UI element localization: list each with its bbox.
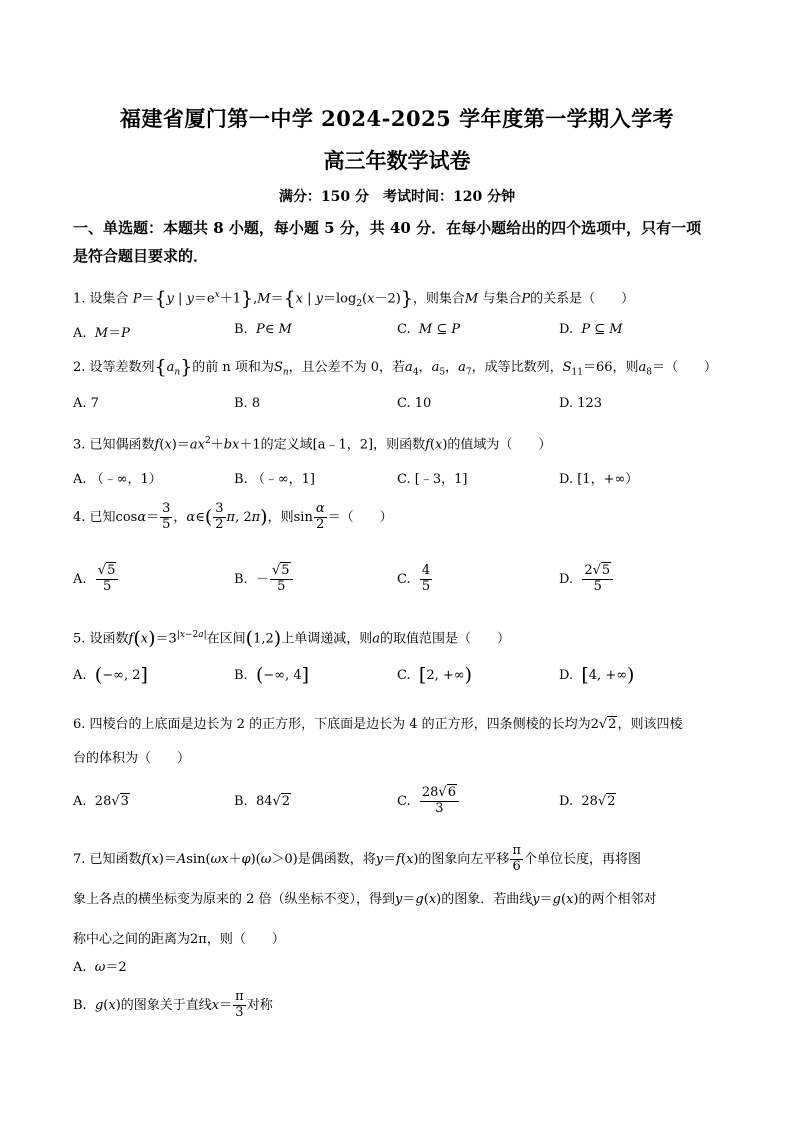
option-b[interactable]: B. (−∞, 4] <box>234 664 310 686</box>
question-2: 2. 设等差数列$\{a_n\}$的前 n 项和为$S_n$，且公差不为 0，若$a_4$，$a_5$，$a_7$，成等比数列，$S_{11}=66$，则$a_8=$（ ） <box>73 356 718 378</box>
question-6: 6. 四棱台的上底面是边长为 2 的正方形，下底面是边长为 4 的正方形，四条侧棱的长均为2√2，则该四棱 台的体积为（ ） <box>73 717 683 766</box>
option-d[interactable]: D. 123 <box>559 396 603 411</box>
question-5-options <box>73 664 733 688</box>
option-c[interactable]: C. $\frac{4}{5}$ <box>397 563 431 594</box>
option-b[interactable]: B. 84√2 <box>234 794 291 809</box>
option-a[interactable]: A. 7 <box>73 396 99 411</box>
option-a[interactable]: A. 28√3 <box>73 794 129 809</box>
option-b[interactable]: B. P∈ M <box>234 322 292 337</box>
option-b[interactable]: B. － $\frac{√5}{5}$ <box>234 564 294 595</box>
option-d[interactable]: D. $\frac{2√5}{5}$ <box>559 564 614 595</box>
option-c[interactable]: C. [﹣3，1] <box>397 472 468 487</box>
question-4-options <box>73 564 733 606</box>
option-b[interactable]: B. 8 <box>234 396 261 411</box>
option-d[interactable]: D. [4, +∞) <box>559 664 635 686</box>
option-d[interactable]: D. P ⊆ M <box>559 322 623 337</box>
question-1: 1. 设集合 P＝{y | $y=e^x+1\},M=\{x$ | $y=\log_2(x-2)$}，则集合M 与集合P的关系是（ ） <box>73 287 635 310</box>
option-a[interactable]: A. （﹣∞，1） <box>73 472 162 487</box>
question-3: 3. 已知偶函数$f(x)=ax^2+bx+1$的定义域[a﹣1，2]，则函数f(x)的值域为（ ） <box>73 436 552 453</box>
exam-subtitle: 高三年数学试卷 <box>323 148 471 173</box>
option-c[interactable]: C. [2, +∞) <box>397 664 472 686</box>
option-d[interactable]: D. 28√2 <box>559 794 616 809</box>
option-c[interactable]: C. M ⊆ P <box>397 322 461 337</box>
exam-title: 福建省厦门第一中学 2024-2025 学年度第一学期入学考 <box>119 106 675 131</box>
option-b[interactable]: B. （﹣∞，1] <box>234 472 315 487</box>
option-d[interactable]: D. [1，+∞） <box>559 472 639 487</box>
option-a[interactable]: A. $\frac{√5}{5}$ <box>73 564 119 595</box>
option-a[interactable]: A. (−∞, 2] <box>73 664 148 686</box>
section-heading: 一、单选题：本题共 8 小题，每小题 5 分，共 40 分．在每小题给出的四个选项中，只有一项 是符合题目要求的． <box>73 219 702 265</box>
option-a[interactable]: A. M＝P <box>73 326 130 341</box>
question-7: 7. 已知函数f(x)＝Asin(ωx＋φ)(ω＞0)是偶函数，将y＝f(x)的图象向左平移 $\frac{\pi}{6}$ 个单位长度，再将图 象上各点的横坐标变为原来的 2 倍（纵坐标不变），得到y＝g(x)的图象．若曲线y＝g(x)的两个相邻对 称中心之间的距离为2π，则（ ） <box>73 843 657 947</box>
question-7-option-a[interactable]: A. ω＝2 <box>73 960 127 975</box>
option-c[interactable]: C. 10 <box>397 396 432 411</box>
question-4: 4. 已知cosα＝ $\frac{3}{5}$ ，α∈( $\frac{3}{2}$ π, 2π)，则sin $\frac{\alpha}{2}$ ＝（ ） <box>73 501 393 532</box>
question-7-option-b[interactable]: B. g(x)的图象关于直线x＝ $\frac{\pi}{3}$ 对称 <box>73 989 273 1020</box>
question-5: 5. 设函数$f(x)=3^{|x-2a|}$在区间(1,2)上单调递减，则a的取值范围是（ ） <box>73 627 510 650</box>
question-6-options <box>73 786 733 828</box>
question-2-options <box>73 396 733 420</box>
question-3-options <box>73 468 733 492</box>
option-c[interactable]: C. $\frac{28√6}{3}$ <box>397 786 460 817</box>
question-1-options <box>73 322 733 346</box>
exam-meta: 满分：150 分 考试时间：120 分钟 <box>278 189 516 205</box>
